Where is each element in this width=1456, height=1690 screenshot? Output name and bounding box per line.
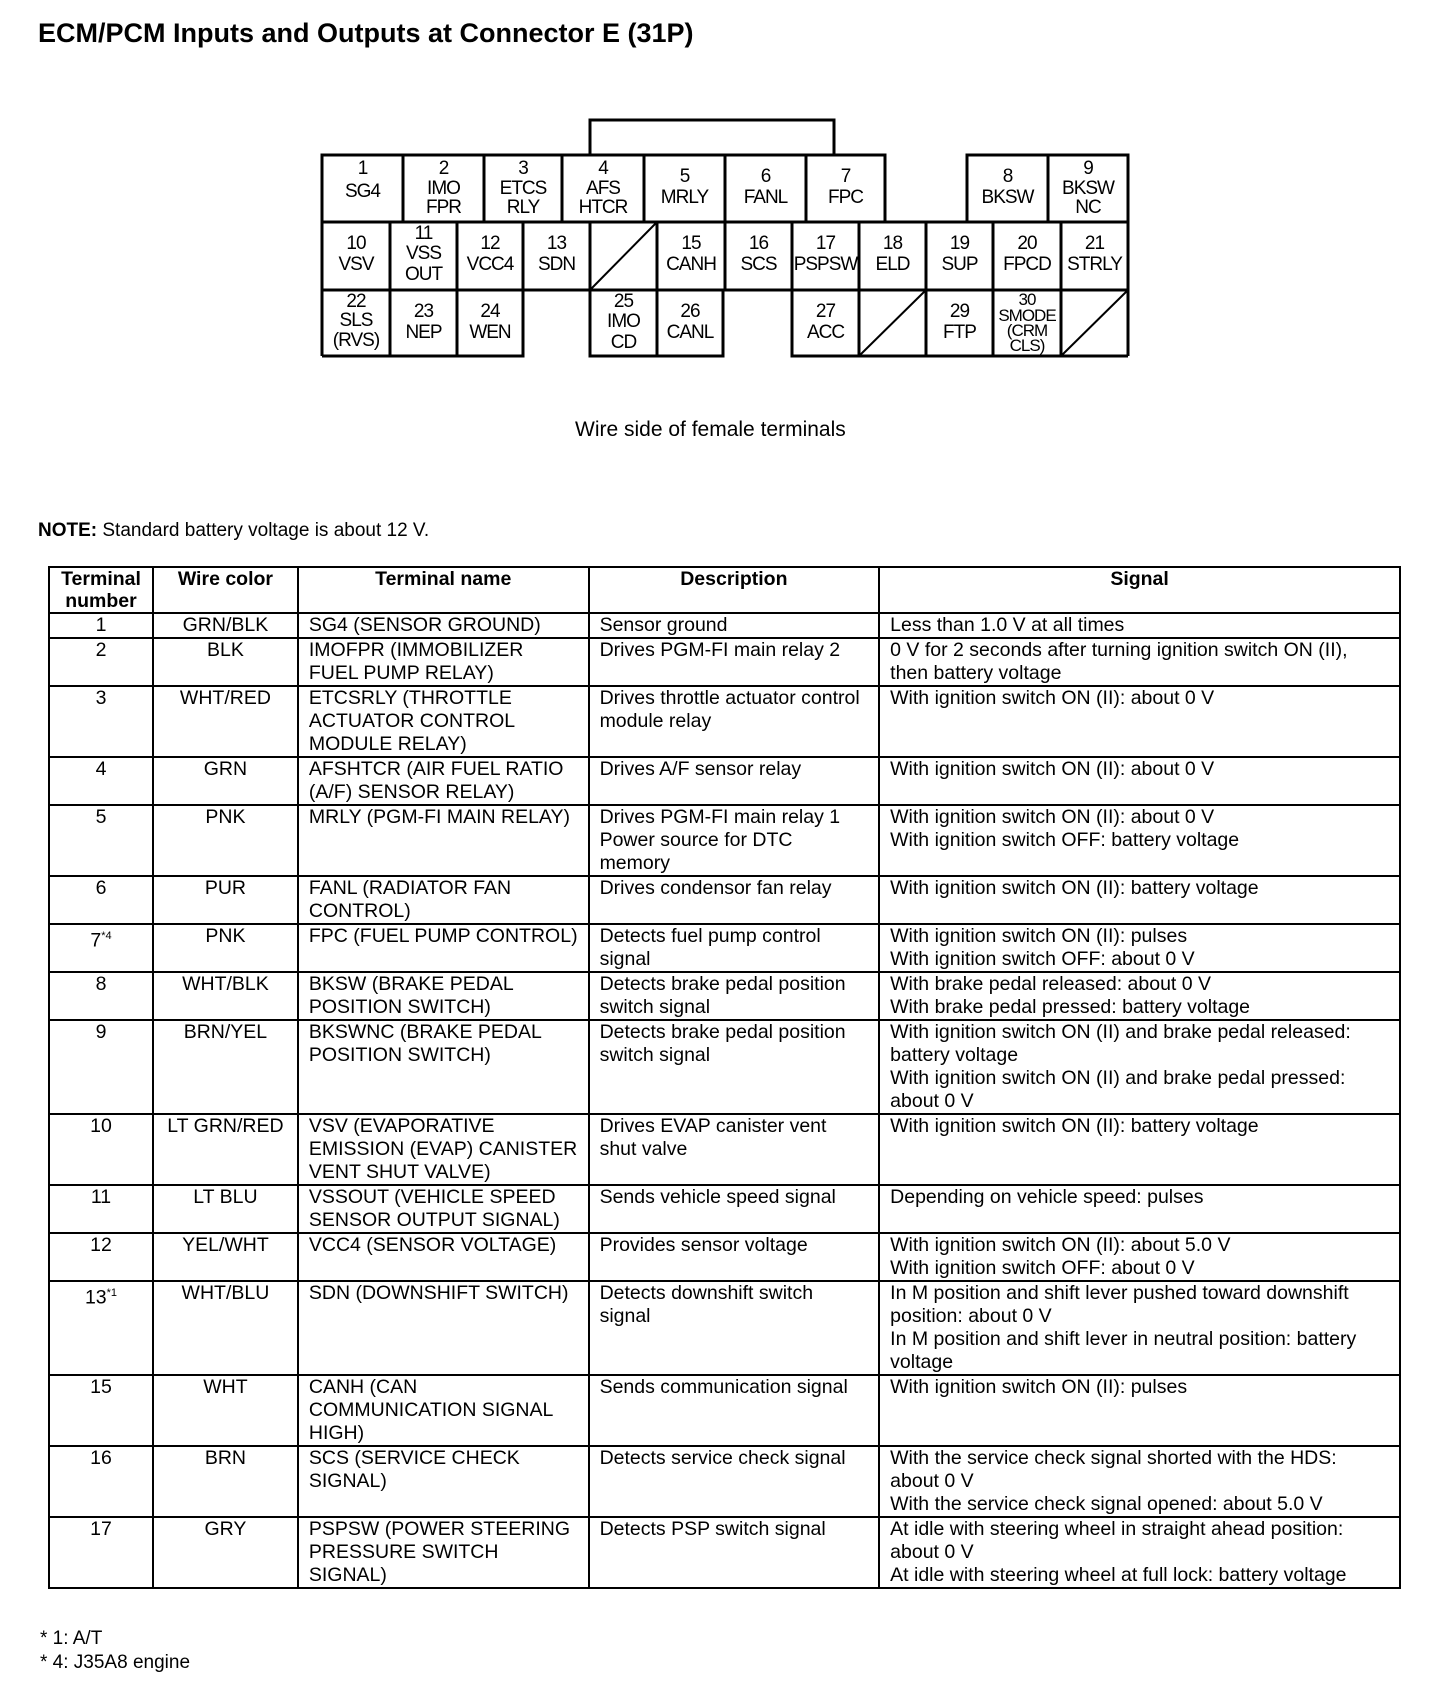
terminal-18: 18 ELD — [875, 233, 910, 275]
wire-color-cell: PNK — [153, 924, 298, 972]
terminal-2: 2 IMO FPR — [426, 158, 461, 218]
signal-cell: Depending on vehicle speed: pulses — [879, 1185, 1400, 1233]
terminal-30: 30 SMODE (CRM CLS) — [998, 290, 1056, 355]
page-title: ECM/PCM Inputs and Outputs at Connector E (31P) — [38, 18, 694, 48]
signal-cell: With ignition switch ON (II): about 5.0 V With ignition switch OFF: about 0 V — [879, 1233, 1400, 1281]
table-row — [49, 924, 1400, 972]
table-row — [49, 638, 1400, 686]
signal-cell: With ignition switch ON (II): pulses — [879, 1375, 1400, 1446]
description-cell: Drives condensor fan relay — [589, 876, 880, 924]
signal-cell: With ignition switch ON (II): about 0 V — [879, 757, 1400, 805]
terminal-name-cell: PSPSW (POWER STEERING PRESSURE SWITCH SIGNAL) — [298, 1517, 589, 1588]
footnote-marker: *4 — [101, 930, 112, 942]
description-cell: Sends communication signal — [589, 1375, 880, 1446]
terminal-24: 24 WEN — [469, 301, 511, 343]
terminal-number-cell: 10 — [49, 1114, 153, 1185]
terminal-26: 26 CANL — [666, 301, 714, 343]
wire-color-cell: WHT/BLK — [153, 972, 298, 1020]
table-row — [49, 1233, 1400, 1281]
footnote-marker: *1 — [106, 1287, 118, 1299]
terminal-9: 9 BKSW NC — [1062, 158, 1114, 218]
table-row — [49, 805, 1400, 876]
note — [38, 520, 429, 542]
terminal-10: 10 VSV — [338, 233, 374, 275]
description-cell: Detects PSP switch signal — [589, 1517, 880, 1588]
terminal-name-cell: BKSWNC (BRAKE PEDAL POSITION SWITCH) — [298, 1020, 589, 1114]
terminal-17: 17 PSPSW — [793, 233, 858, 275]
terminal-name-cell: BKSW (BRAKE PEDAL POSITION SWITCH) — [298, 972, 589, 1020]
terminal-number-cell: 4 — [49, 757, 153, 805]
terminal-6: 6 FANL — [743, 166, 788, 208]
signal-cell: At idle with steering wheel in straight ahead position: about 0 V At idle with steering wheel at full lock: battery voltage — [879, 1517, 1400, 1588]
terminal-name-cell: SG4 (SENSOR GROUND) — [298, 613, 589, 638]
terminal-16: 16 SCS — [740, 233, 777, 275]
signal-cell: With ignition switch ON (II): about 0 V — [879, 686, 1400, 757]
table-row — [49, 1281, 1400, 1375]
terminal-name-cell: ETCSRLY (THROTTLE ACTUATOR CONTROL MODULE RELAY) — [298, 686, 589, 757]
wire-color-cell: LT BLU — [153, 1185, 298, 1233]
description-cell: Detects brake pedal position switch signal — [589, 972, 880, 1020]
table-row — [49, 613, 1400, 638]
terminal-number-cell: 15 — [49, 1375, 153, 1446]
description-cell: Provides sensor voltage — [589, 1233, 880, 1281]
terminal-11: 11 VSS OUT — [404, 223, 443, 285]
signal-cell: With ignition switch ON (II): pulses With ignition switch OFF: about 0 V — [879, 924, 1400, 972]
table-row — [49, 686, 1400, 757]
terminal-name-cell: IMOFPR (IMMOBILIZER FUEL PUMP RELAY) — [298, 638, 589, 686]
description-cell: Drives PGM-FI main relay 2 — [589, 638, 880, 686]
signal-cell: With ignition switch ON (II) and brake pedal released: battery voltage With ignition switch ON (II) and brake pedal pressed: about 0 V — [879, 1020, 1400, 1114]
signal-cell: 0 V for 2 seconds after turning ignition switch ON (II), then battery voltage — [879, 638, 1400, 686]
terminal-number-cell: 2 — [49, 638, 153, 686]
terminal-number-cell: 12 — [49, 1233, 153, 1281]
terminal-number-cell: 11 — [49, 1185, 153, 1233]
description-cell: Drives A/F sensor relay — [589, 757, 880, 805]
footnote-4: * 4: J35A8 engine — [40, 1652, 191, 1673]
description-cell: Drives throttle actuator control module relay — [589, 686, 880, 757]
signal-cell: With ignition switch ON (II): about 0 V With ignition switch OFF: battery voltage — [879, 805, 1400, 876]
note-label: NOTE: — [38, 520, 98, 541]
terminal-7: 7 FPC — [828, 166, 863, 208]
header-description: Description — [589, 567, 880, 613]
table-row — [49, 876, 1400, 924]
terminal-21: 21 STRLY — [1067, 233, 1122, 275]
terminal-29: 29 FTP — [943, 301, 976, 343]
terminal-number-cell: 6 — [49, 876, 153, 924]
terminal-13: 13 SDN — [537, 233, 576, 275]
connector-caption: Wire side of female terminals — [575, 418, 846, 441]
terminal-number-cell: 13$^{*1}$ — [49, 1281, 153, 1375]
wire-color-cell: YEL/WHT — [153, 1233, 298, 1281]
wire-color-cell: WHT — [153, 1375, 298, 1446]
terminal-number-cell: 5 — [49, 805, 153, 876]
signal-cell: With brake pedal released: about 0 V With brake pedal pressed: battery voltage — [879, 972, 1400, 1020]
terminal-8: 8 BKSW — [981, 166, 1034, 208]
wire-color-cell: PNK — [153, 805, 298, 876]
terminal-12: 12 VCC4 — [466, 233, 514, 275]
wire-color-cell: WHT/BLU — [153, 1281, 298, 1375]
description-cell: Detects fuel pump control signal — [589, 924, 880, 972]
wire-color-cell: PUR — [153, 876, 298, 924]
terminal-name-cell: VSSOUT (VEHICLE SPEED SENSOR OUTPUT SIGNAL) — [298, 1185, 589, 1233]
terminal-number-cell: 7$^{*4}$ — [49, 924, 153, 972]
footnote-1: * 1: A/T — [40, 1628, 103, 1649]
terminal-number-cell: 17 — [49, 1517, 153, 1588]
terminal-name-cell: VCC4 (SENSOR VOLTAGE) — [298, 1233, 589, 1281]
signal-cell: With ignition switch ON (II): battery voltage — [879, 1114, 1400, 1185]
description-cell: Detects service check signal — [589, 1446, 880, 1517]
terminal-number-cell: 8 — [49, 972, 153, 1020]
wire-color-cell: BRN — [153, 1446, 298, 1517]
terminal-15: 15 CANH — [666, 233, 716, 275]
terminal-name-cell: FPC (FUEL PUMP CONTROL) — [298, 924, 589, 972]
wire-color-cell: BLK — [153, 638, 298, 686]
note-text: Standard battery voltage is about 12 V. — [97, 520, 430, 541]
header-signal: Signal — [879, 567, 1400, 613]
table-row — [49, 1114, 1400, 1185]
terminal-1: 1 SG4 — [344, 158, 381, 202]
description-cell: Detects downshift switch signal — [589, 1281, 880, 1375]
header-terminal-name: Terminal name — [298, 567, 589, 613]
header-wire-color: Wire color — [153, 567, 298, 613]
signal-cell: In M position and shift lever pushed toward downshift position: about 0 V In M position and shift lever in neutral position: battery voltage — [879, 1281, 1400, 1375]
wire-color-cell: LT GRN/RED — [153, 1114, 298, 1185]
terminal-name-cell: SDN (DOWNSHIFT SWITCH) — [298, 1281, 589, 1375]
terminal-20: 20 FPCD — [1003, 233, 1051, 275]
wire-color-cell: GRN — [153, 757, 298, 805]
table-row — [49, 757, 1400, 805]
table-row — [49, 1446, 1400, 1517]
terminal-3: 3 ETCS RLY — [499, 158, 547, 218]
signal-cell: Less than 1.0 V at all times — [879, 613, 1400, 638]
wire-color-cell: WHT/RED — [153, 686, 298, 757]
table-row — [49, 1185, 1400, 1233]
terminal-number-cell: 9 — [49, 1020, 153, 1114]
terminal-number-cell: 1 — [49, 613, 153, 638]
table-row — [49, 1020, 1400, 1114]
terminal-name-cell: MRLY (PGM-FI MAIN RELAY) — [298, 805, 589, 876]
terminal-19: 19 SUP — [941, 233, 978, 275]
terminal-name-cell: SCS (SERVICE CHECK SIGNAL) — [298, 1446, 589, 1517]
description-cell: Detects brake pedal position switch signal — [589, 1020, 880, 1114]
terminal-4: 4 AFS HTCR — [578, 158, 628, 218]
description-cell: Sends vehicle speed signal — [589, 1185, 880, 1233]
signal-cell: With the service check signal shorted with the HDS: about 0 V With the service check signal opened: about 5.0 V — [879, 1446, 1400, 1517]
table-row — [49, 1375, 1400, 1446]
wire-color-cell: GRY — [153, 1517, 298, 1588]
wire-color-cell: BRN/YEL — [153, 1020, 298, 1114]
terminal-5: 5 MRLY — [660, 166, 709, 208]
wire-color-cell: GRN/BLK — [153, 613, 298, 638]
terminal-22: 22 SLS (RVS) — [332, 291, 380, 351]
signal-cell: With ignition switch ON (II): battery voltage — [879, 876, 1400, 924]
terminal-27: 27 ACC — [806, 301, 845, 343]
terminal-25: 25 IMO CD — [607, 291, 640, 353]
description-cell: Drives PGM-FI main relay 1 Power source for DTC memory — [589, 805, 880, 876]
terminal-table — [48, 566, 1401, 1589]
terminal-23: 23 NEP — [405, 301, 442, 343]
description-cell: Drives EVAP canister vent shut valve — [589, 1114, 880, 1185]
terminal-name-cell: FANL (RADIATOR FAN CONTROL) — [298, 876, 589, 924]
header-terminal-number: Terminal number — [49, 567, 153, 613]
description-cell: Sensor ground — [589, 613, 880, 638]
terminal-name-cell: CANH (CAN COMMUNICATION SIGNAL HIGH) — [298, 1375, 589, 1446]
terminal-name-cell: AFSHTCR (AIR FUEL RATIO (A/F) SENSOR RELAY) — [298, 757, 589, 805]
terminal-number-cell: 3 — [49, 686, 153, 757]
terminal-name-cell: VSV (EVAPORATIVE EMISSION (EVAP) CANISTER VENT SHUT VALVE) — [298, 1114, 589, 1185]
table-header-row — [49, 567, 1400, 613]
table-row — [49, 1517, 1400, 1588]
table-row — [49, 972, 1400, 1020]
terminal-number-cell: 16 — [49, 1446, 153, 1517]
